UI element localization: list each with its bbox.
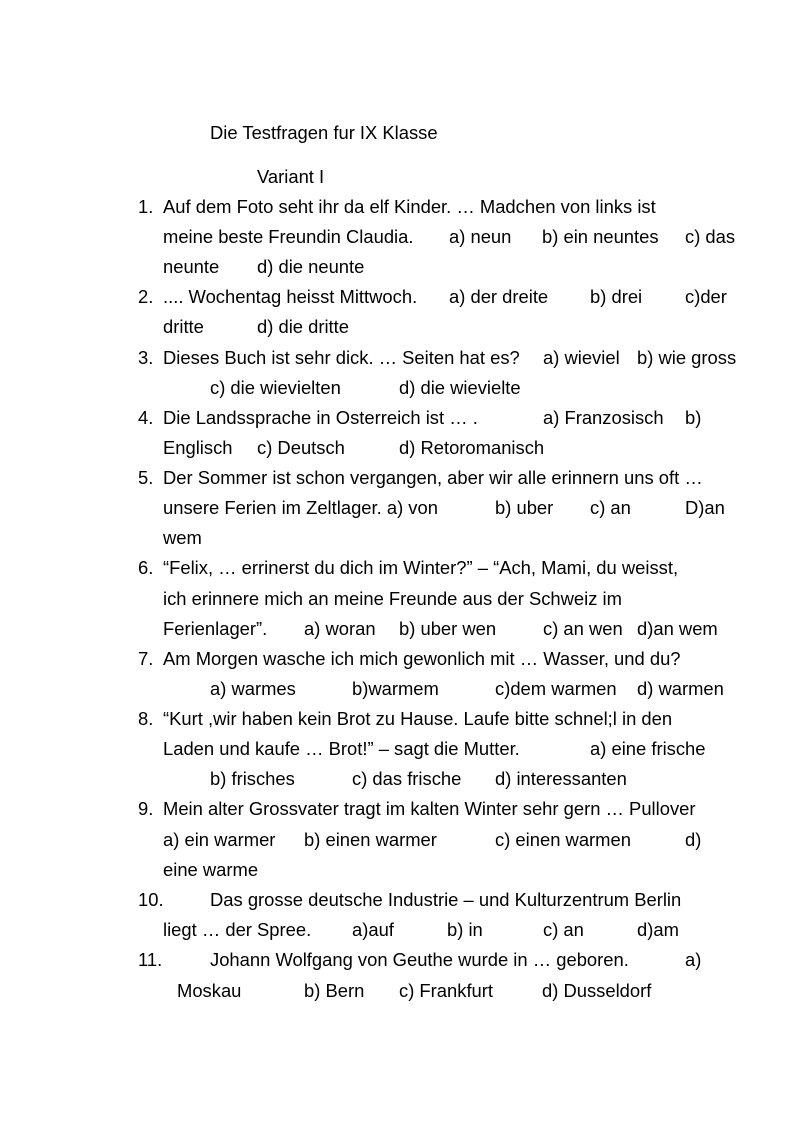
answer-option: dritte: [163, 316, 204, 337]
answer-option: b) Bern: [304, 980, 365, 1001]
question-text: Am Morgen wasche ich mich gewonlich mit … Wasser, und du?: [163, 648, 681, 669]
answer-option: b)warmem: [352, 678, 439, 699]
question-text: Der Sommer ist schon vergangen, aber wir alle erinnern uns oft …: [163, 467, 703, 488]
answer-option: Englisch: [163, 437, 233, 458]
question-text: “Kurt ,wir haben kein Brot zu Hause. Laufe bitte schnel;l in den: [163, 708, 673, 729]
question-number: 11.: [138, 949, 163, 970]
answer-option: b) uber: [495, 497, 554, 518]
answer-option: b) ein neuntes: [542, 226, 659, 247]
answer-option: a) wieviel: [543, 347, 620, 368]
question-text: ich erinnere mich an meine Freunde aus der Schweiz im: [163, 588, 622, 609]
question-text: Ferienlager”.: [163, 618, 268, 639]
question-number: 6.: [138, 557, 154, 578]
question-text: Das grosse deutsche Industrie – und Kulturzentrum Berlin: [210, 889, 682, 910]
answer-option: a) ein warmer: [163, 829, 276, 850]
answer-option: c) an wen: [543, 618, 623, 639]
question-text: meine beste Freundin Claudia.: [163, 226, 414, 247]
question-number: 1.: [138, 196, 154, 217]
answer-option: b) in: [447, 919, 483, 940]
answer-option: c)dem warmen: [495, 678, 617, 699]
answer-option: b) drei: [590, 286, 643, 307]
answer-option: b) frisches: [210, 768, 295, 789]
answer-option: c) das frische: [352, 768, 462, 789]
answer-option: c) an: [590, 497, 631, 518]
question-text: liegt … der Spree.: [163, 919, 312, 940]
answer-option: c) einen warmen: [495, 829, 631, 850]
answer-option: d) Dusseldorf: [542, 980, 652, 1001]
answer-option: d)am: [637, 919, 679, 940]
answer-option: c) die wievielten: [210, 377, 341, 398]
answer-option: a) warmes: [210, 678, 296, 699]
answer-option: a): [685, 949, 702, 970]
question-number: 4.: [138, 407, 154, 428]
question-number: 9.: [138, 798, 154, 819]
answer-option: d)an wem: [637, 618, 718, 639]
question-number: 2.: [138, 286, 154, 307]
answer-option: d) die dritte: [257, 316, 349, 337]
question-text: Mein alter Grossvater tragt im kalten Winter sehr gern … Pullover: [163, 798, 696, 819]
answer-option: a) neun: [449, 226, 512, 247]
answer-option: Moskau: [177, 980, 242, 1001]
answer-option: d) interessanten: [495, 768, 627, 789]
question-text: unsere Ferien im Zeltlager. a) von: [163, 497, 438, 518]
answer-option: d) warmen: [637, 678, 724, 699]
question-text: Dieses Buch ist sehr dick. … Seiten hat es?: [163, 347, 520, 368]
variant-heading: Variant I: [257, 166, 325, 187]
answer-option: neunte: [163, 256, 220, 277]
question-text: Auf dem Foto seht ihr da elf Kinder. … Madchen von links ist: [163, 196, 656, 217]
answer-option: wem: [163, 527, 202, 548]
answer-option: a) der dreite: [449, 286, 549, 307]
answer-option: b): [685, 407, 702, 428]
question-text: “Felix, … errinerst du dich im Winter?” – “Ach, Mami, du weisst,: [163, 557, 679, 578]
answer-option: c)der: [685, 286, 727, 307]
question-number: 5.: [138, 467, 154, 488]
answer-option: c) Frankfurt: [399, 980, 494, 1001]
answer-option: b) uber wen: [399, 618, 497, 639]
answer-option: d) die wievielte: [399, 377, 521, 398]
question-number: 10.: [138, 889, 164, 910]
answer-option: c) an: [543, 919, 584, 940]
answer-option: a) woran: [304, 618, 376, 639]
question-number: 3.: [138, 347, 154, 368]
answer-option: D)an: [685, 497, 725, 518]
answer-option: d) Retoromanisch: [399, 437, 545, 458]
answer-option: a) Franzosisch: [543, 407, 664, 428]
answer-option: a) eine frische: [590, 738, 706, 759]
question-text: Die Landssprache in Osterreich ist … .: [163, 407, 478, 428]
document-title: Die Testfragen fur IX Klasse: [210, 122, 438, 143]
answer-option: c) das: [685, 226, 736, 247]
answer-option: d) die neunte: [257, 256, 365, 277]
answer-option: b) wie gross: [637, 347, 737, 368]
question-number: 8.: [138, 708, 154, 729]
question-number: 7.: [138, 648, 154, 669]
question-text: .... Wochentag heisst Mittwoch.: [163, 286, 418, 307]
question-text: Johann Wolfgang von Geuthe wurde in … geboren.: [210, 949, 629, 970]
answer-option: d): [685, 829, 702, 850]
answer-option: b) einen warmer: [304, 829, 437, 850]
question-text: Laden und kaufe … Brot!” – sagt die Mutter.: [163, 738, 520, 759]
answer-option: a)auf: [352, 919, 394, 940]
answer-option: c) Deutsch: [257, 437, 345, 458]
answer-option: eine warme: [163, 859, 259, 880]
